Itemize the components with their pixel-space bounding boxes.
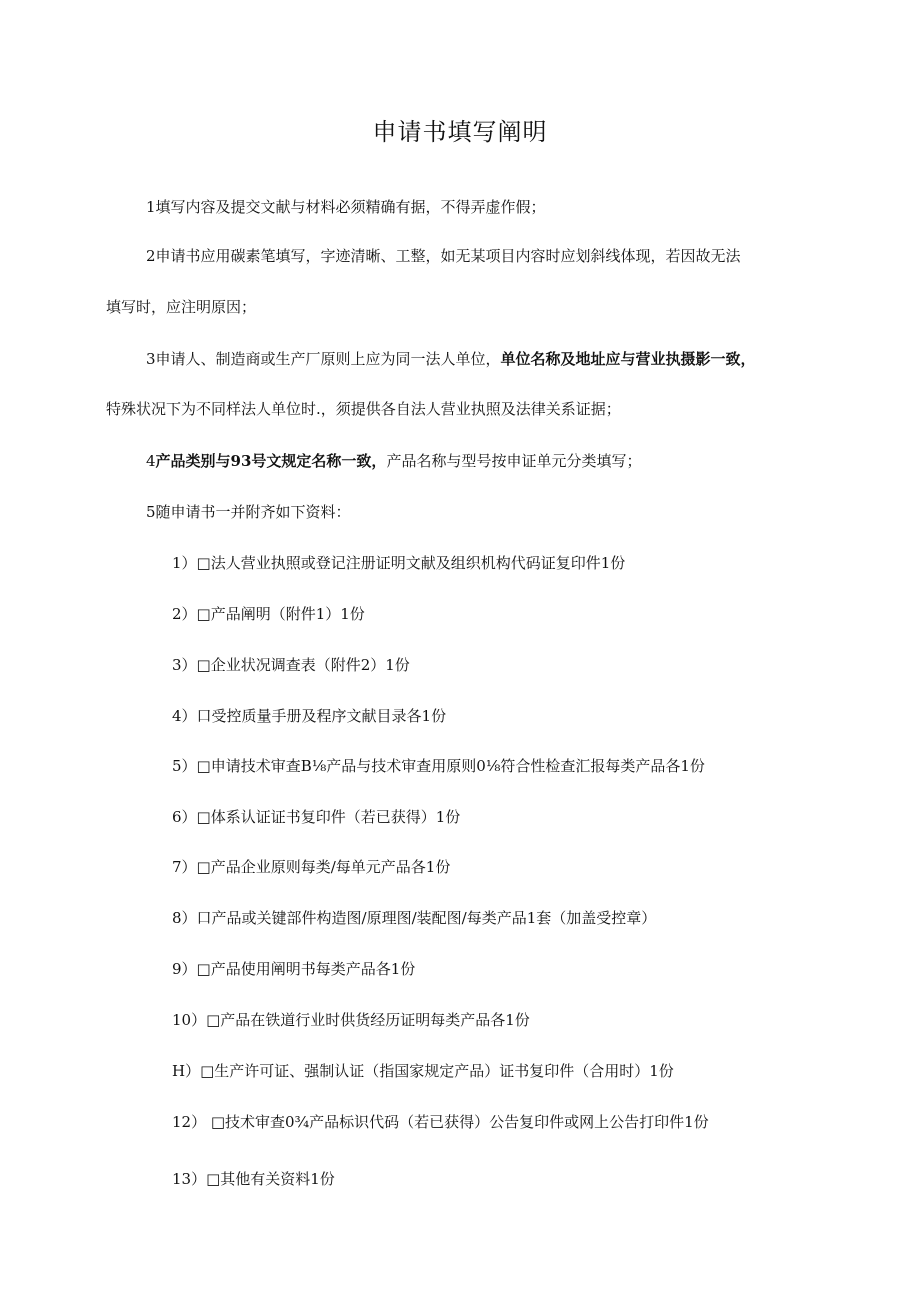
attachment-item-8: 8）口产品或关键部件构造图/原理图/装配图/每类产品1套（加盖受控章）: [172, 909, 657, 927]
paragraph-3-line-1: [146, 348, 756, 370]
paragraph-4-number: 4: [146, 452, 156, 470]
paragraph-2-line-1: 2申请书应用碳素笔填写，字迹清晰、工整，如无某项目内容时应划斜线体现，若因故无法: [146, 247, 741, 265]
attachment-item-3: 3）□企业状况调查表（附件2）1份: [172, 656, 410, 674]
paragraph-3-emphasis: 单位名称及地址应与营业执摄影一致，: [500, 350, 756, 368]
paragraph-4-text: 产品名称与型号按申证单元分类填写；: [386, 452, 642, 470]
attachment-item-9: 9）□产品使用阐明书每类产品各1份: [172, 960, 416, 978]
paragraph-3-line-2: 特殊状况下为不同样法人单位时.，须提供各自法人营业执照及法律关系证据；: [106, 400, 621, 418]
attachment-item-5: 5）□申请技术审查B⅛产品与技术审查用原则0⅛符合性检查汇报每类产品各1份: [172, 757, 705, 775]
paragraph-1: 1填写内容及提交文献与材料必须精确有据，不得弄虚作假；: [146, 198, 546, 216]
attachment-item-4: 4）口受控质量手册及程序文献目录各1份: [172, 707, 447, 725]
paragraph-2-line-2: 填写时，应注明原因；: [106, 298, 257, 316]
paragraph-5: 5随申请书一并附齐如下资料：: [146, 503, 351, 521]
attachment-item-10: 10）□产品在铁道行业时供货经历证明每类产品各1份: [172, 1011, 530, 1029]
attachment-item-6: 6）□体系认证证书复印件（若已获得）1份: [172, 808, 461, 826]
attachment-item-13: 13）□其他有关资料1份: [172, 1170, 335, 1188]
paragraph-3-text: 3申请人、制造商或生产厂原则上应为同一法人单位，: [146, 350, 501, 368]
paragraph-4-emphasis: 产品类别与93号文规定名称一致，: [155, 452, 387, 470]
document-title: 申请书填写阐明: [372, 118, 548, 146]
paragraph-4: [146, 450, 641, 472]
attachment-item-12: 12） □技术审查0¾产品标识代码（若已获得）公告复印件或网上公告打印件1份: [172, 1113, 709, 1131]
attachment-item-2: 2）□产品阐明（附件1）1份: [172, 605, 365, 623]
attachment-item-11: H）□生产许可证、强制认证（指国家规定产品）证书复印件（合用时）1份: [172, 1062, 674, 1080]
attachment-item-7: 7）□产品企业原则每类/每单元产品各1份: [172, 858, 451, 876]
attachment-item-1: 1）□法人营业执照或登记注册证明文献及组织机构代码证复印件1份: [172, 554, 626, 572]
